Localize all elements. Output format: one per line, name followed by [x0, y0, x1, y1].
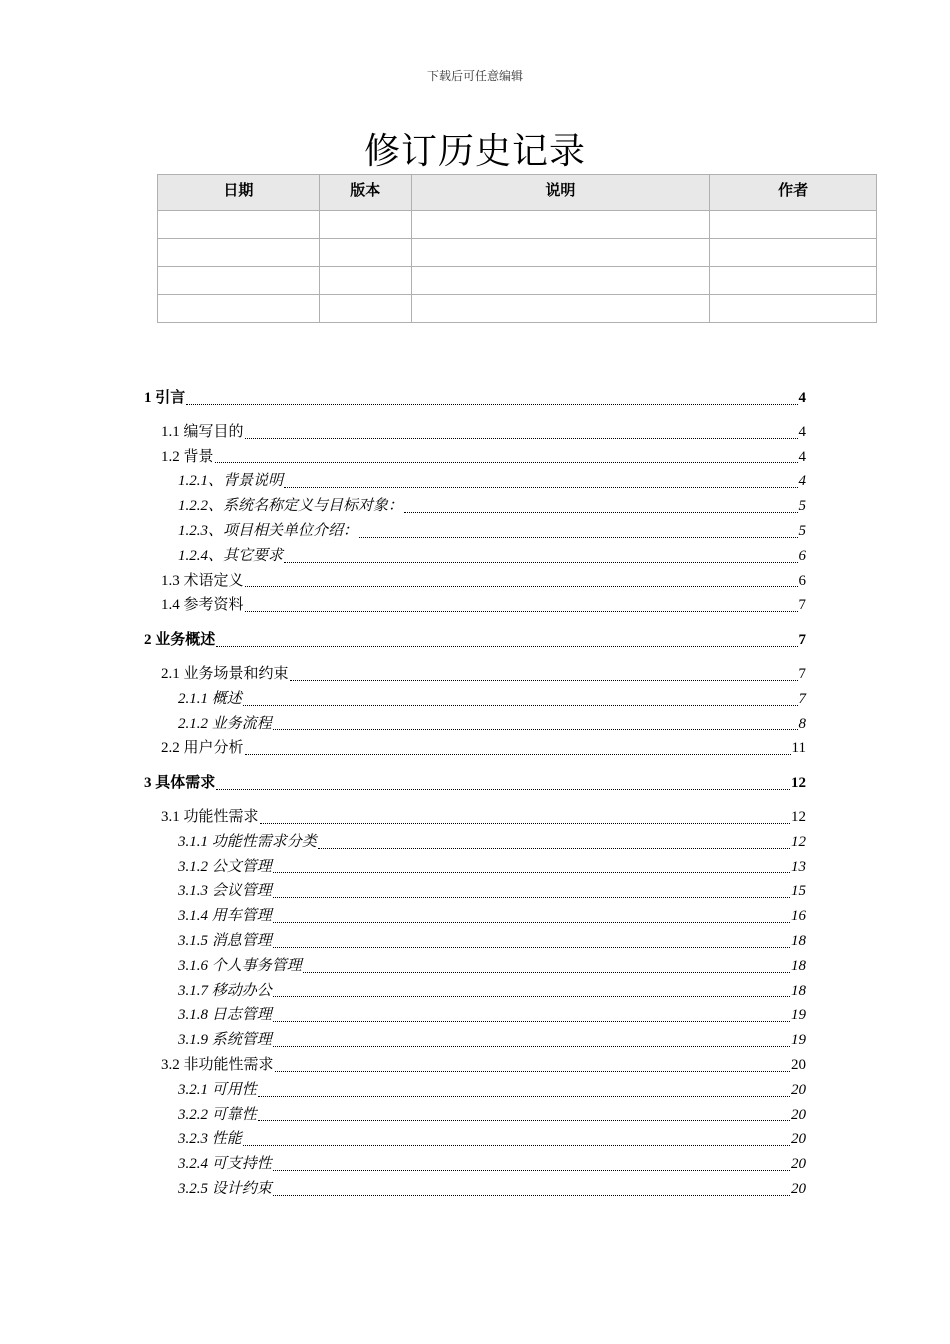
toc-entry-page-number: 11	[791, 740, 806, 757]
toc-dot-leader	[303, 972, 790, 973]
toc-entry-page-number: 7	[798, 690, 806, 707]
toc-entry-page-number: 12	[791, 775, 806, 792]
toc-dot-leader	[258, 1120, 790, 1121]
toc-dot-leader	[186, 404, 797, 405]
toc-dot-leader	[273, 922, 790, 923]
toc-entry-page-number: 19	[791, 1007, 806, 1024]
column-header-version: 版本	[319, 175, 411, 211]
toc-entry-title: 2.1.2 业务流程	[178, 715, 272, 732]
toc-dot-leader	[216, 789, 790, 790]
toc-dot-leader	[273, 1195, 790, 1196]
toc-entry-page-number: 15	[791, 883, 806, 900]
toc-entry[interactable]	[144, 771, 806, 796]
toc-entry-title: 3.1.2 公文管理	[178, 858, 272, 875]
toc-dot-leader	[216, 646, 797, 647]
toc-entry[interactable]	[144, 519, 806, 544]
table-cell	[158, 239, 320, 267]
toc-dot-leader	[258, 1096, 790, 1097]
toc-entry-title: 2.2 用户分析	[161, 740, 244, 757]
toc-dot-leader	[273, 729, 798, 730]
toc-entry-title: 1 引言	[144, 390, 186, 406]
page-header-note: 下载后可任意编辑	[426, 69, 523, 83]
toc-entry-page-number: 5	[798, 522, 806, 539]
toc-entry-page-number: 20	[791, 1056, 806, 1073]
table-header-row	[158, 175, 877, 211]
toc-dot-leader	[243, 705, 798, 706]
toc-entry-page-number: 20	[791, 1081, 806, 1098]
toc-dot-leader	[359, 537, 797, 538]
toc-dot-leader	[273, 897, 790, 898]
toc-entry-title: 3.1.5 消息管理	[178, 932, 272, 949]
toc-entry[interactable]	[144, 569, 806, 594]
toc-entry-title: 3.2.5 设计约束	[178, 1180, 272, 1197]
table-cell	[319, 295, 411, 323]
toc-entry-title: 3.1.9 系统管理	[178, 1032, 272, 1049]
table-cell	[158, 295, 320, 323]
toc-entry-page-number: 6	[798, 572, 806, 589]
toc-entry[interactable]	[144, 712, 806, 737]
toc-entry-title: 3.1.7 移动办公	[178, 982, 272, 999]
table-cell	[710, 295, 877, 323]
toc-entry[interactable]	[144, 420, 806, 445]
toc-entry-title: 3.2.2 可靠性	[178, 1106, 257, 1123]
toc-dot-leader	[273, 1170, 790, 1171]
toc-dot-leader	[245, 438, 798, 439]
toc-entry[interactable]	[144, 904, 806, 929]
document-title: 修订历史记录	[363, 131, 586, 171]
toc-entry-page-number: 4	[798, 473, 806, 490]
table-cell	[411, 211, 710, 239]
toc-entry[interactable]	[144, 1177, 806, 1202]
toc-entry[interactable]	[144, 954, 806, 979]
toc-dot-leader	[275, 1071, 790, 1072]
toc-entry-title: 3.1.4 用车管理	[178, 908, 272, 925]
toc-entry-page-number: 18	[791, 982, 806, 999]
toc-dot-leader	[245, 611, 798, 612]
toc-entry-page-number: 18	[791, 932, 806, 949]
table-cell	[710, 239, 877, 267]
toc-entry[interactable]	[144, 662, 806, 687]
toc-entry[interactable]	[144, 1152, 806, 1177]
table-cell	[319, 211, 411, 239]
toc-dot-leader	[243, 1145, 790, 1146]
toc-entry-title: 3.2.1 可用性	[178, 1081, 257, 1098]
toc-entry[interactable]	[144, 544, 806, 569]
toc-dot-leader	[284, 562, 797, 563]
table-row	[158, 239, 877, 267]
toc-entry-page-number: 5	[798, 498, 806, 515]
table-row	[158, 295, 877, 323]
table-cell	[411, 267, 710, 295]
toc-entry[interactable]	[144, 879, 806, 904]
table-cell	[319, 267, 411, 295]
toc-entry-title: 3.2 非功能性需求	[161, 1056, 274, 1073]
toc-entry-page-number: 13	[791, 858, 806, 875]
toc-entry[interactable]	[144, 687, 806, 712]
table-cell	[158, 211, 320, 239]
toc-entry-title: 2.1.1 概述	[178, 690, 242, 707]
table-cell	[710, 211, 877, 239]
toc-entry[interactable]	[144, 736, 806, 761]
table-cell	[319, 239, 411, 267]
toc-entry-title: 3.2.3 性能	[178, 1131, 242, 1148]
column-header-author: 作者	[710, 175, 877, 211]
toc-entry[interactable]	[144, 929, 806, 954]
toc-entry-page-number: 4	[798, 423, 806, 440]
toc-entry-title: 1.2.1、背景说明	[178, 473, 284, 490]
toc-entry-page-number: 16	[791, 908, 806, 925]
toc-entry[interactable]	[144, 1103, 806, 1128]
toc-entry-page-number: 20	[791, 1106, 806, 1123]
toc-entry[interactable]	[144, 1028, 806, 1053]
toc-entry-page-number: 20	[791, 1131, 806, 1148]
toc-dot-leader	[273, 947, 790, 948]
toc-entry-page-number: 12	[791, 833, 806, 850]
toc-entry-page-number: 18	[791, 957, 806, 974]
toc-entry-page-number: 12	[791, 808, 806, 825]
toc-entry[interactable]	[144, 445, 806, 470]
toc-entry[interactable]	[144, 1127, 806, 1152]
toc-entry[interactable]	[144, 979, 806, 1004]
toc-entry[interactable]	[144, 386, 806, 411]
toc-entry[interactable]	[144, 469, 806, 494]
toc-entry[interactable]	[144, 830, 806, 855]
toc-entry-title: 3.1 功能性需求	[161, 808, 259, 825]
toc-entry[interactable]	[144, 855, 806, 880]
toc-entry[interactable]	[144, 1053, 806, 1078]
toc-entry-title: 3 具体需求	[144, 775, 216, 792]
toc-entry-title: 1.2 背景	[161, 448, 214, 465]
table-of-contents	[144, 386, 806, 1202]
toc-entry-title: 2 业务概述	[144, 632, 216, 649]
toc-entry-title: 3.1.1 功能性需求分类	[178, 833, 317, 850]
toc-entry-title: 2.1 业务场景和约束	[161, 665, 289, 682]
table-row	[158, 211, 877, 239]
toc-entry-title: 3.1.3 会议管理	[178, 883, 272, 900]
toc-entry-page-number: 4	[798, 448, 806, 465]
column-header-description: 说明	[411, 175, 710, 211]
toc-entry-title: 1.2.2、系统名称定义与目标对象：	[178, 498, 404, 515]
toc-entry-title: 1.2.3、项目相关单位介绍：	[178, 522, 359, 539]
toc-entry-page-number: 19	[791, 1032, 806, 1049]
toc-dot-leader	[290, 680, 798, 681]
toc-entry-page-number: 20	[791, 1180, 806, 1197]
toc-entry[interactable]	[144, 593, 806, 618]
toc-dot-leader	[273, 1021, 790, 1022]
toc-entry-title: 1.2.4、其它要求	[178, 547, 284, 564]
toc-entry-title: 3.2.4 可支持性	[178, 1156, 272, 1173]
toc-entry[interactable]	[144, 1003, 806, 1028]
toc-entry-page-number: 7	[798, 597, 806, 614]
table-cell	[411, 295, 710, 323]
toc-dot-leader	[273, 996, 790, 997]
table-cell	[411, 239, 710, 267]
table-cell	[158, 267, 320, 295]
toc-entry-page-number: 8	[798, 715, 806, 732]
table-row	[158, 267, 877, 295]
toc-entry-page-number: 20	[791, 1156, 806, 1173]
revision-history-table	[157, 174, 877, 323]
toc-dot-leader	[273, 872, 790, 873]
toc-entry-page-number: 7	[798, 665, 806, 682]
column-header-date: 日期	[158, 175, 320, 211]
toc-dot-leader	[215, 462, 798, 463]
toc-dot-leader	[245, 586, 798, 587]
toc-entry[interactable]	[144, 494, 806, 519]
table-cell	[710, 267, 877, 295]
toc-dot-leader	[245, 754, 791, 755]
toc-entry-title: 3.1.8 日志管理	[178, 1007, 272, 1024]
toc-dot-leader	[260, 823, 790, 824]
toc-entry-title: 1.1 编写目的	[161, 423, 244, 440]
toc-entry-title: 1.4 参考资料	[161, 597, 244, 614]
toc-entry[interactable]	[144, 805, 806, 830]
toc-entry[interactable]	[144, 628, 806, 653]
toc-dot-leader	[273, 1046, 790, 1047]
toc-dot-leader	[318, 848, 790, 849]
toc-entry-title: 3.1.6 个人事务管理	[178, 957, 302, 974]
toc-dot-leader	[404, 512, 797, 513]
toc-entry-title: 1.3 术语定义	[161, 572, 244, 589]
toc-entry-page-number: 7	[798, 632, 806, 649]
toc-entry-page-number: 4	[798, 390, 806, 406]
toc-entry-page-number: 6	[798, 547, 806, 564]
toc-entry[interactable]	[144, 1078, 806, 1103]
toc-dot-leader	[284, 487, 797, 488]
